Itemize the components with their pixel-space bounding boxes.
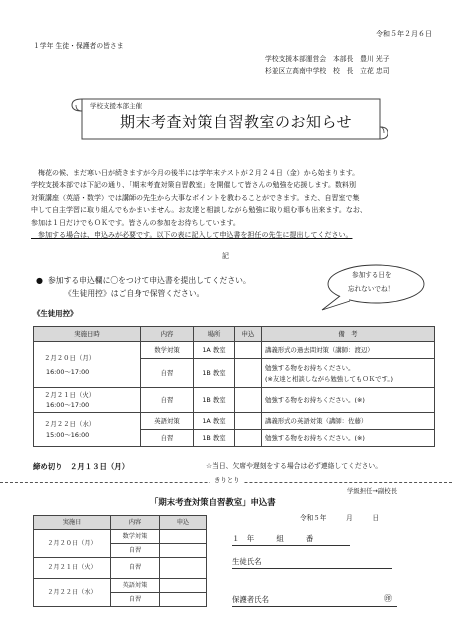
form-title: 「期末考査対策自習教室」申込書	[150, 497, 276, 507]
day-date: ２月２０日（月）	[44, 353, 96, 362]
deadline: 締め切り ２月１３日（月）	[33, 462, 130, 471]
place-cell: 1A 教室	[194, 342, 235, 359]
bullet-icon: ●	[36, 276, 43, 285]
form-signer: 学級担任→副校長	[347, 487, 398, 495]
note-text: 勉強する物をお持ちください。	[265, 363, 355, 372]
note-cell: 勉強する物をお持ちください。(※)	[262, 430, 435, 447]
bullet-line-2: 《生徒用控》はご自身で保管ください。	[64, 289, 205, 298]
note-cell: 講義形式の英語対策（講師：佐藤）	[262, 413, 435, 430]
content-cell: 自習	[141, 430, 194, 447]
table-row	[34, 558, 207, 579]
ki-heading: 記	[222, 252, 229, 260]
banner-title: 期末考査対策自習教室のお知らせ	[120, 113, 353, 131]
apply-content-cell: 自習	[111, 558, 160, 579]
schedule-header-row	[34, 327, 435, 342]
apply-cell[interactable]	[235, 342, 262, 359]
intro-paragraph	[31, 167, 431, 241]
intro-line: 中して自主学習に取り組んでもかまいません。お友達と相談しながら勉強に取り組む事も出来ます。なお、	[31, 206, 367, 215]
apply-date-cell: ２月２１日（火）	[34, 558, 111, 579]
class-number-field[interactable]: １ 年 組 番	[232, 534, 350, 546]
apply-header-row	[34, 516, 207, 530]
table-row	[34, 413, 435, 430]
header-content: 内容	[141, 327, 194, 342]
day-time: 16:00～17:00	[46, 367, 90, 376]
content-cell: 英語対策	[141, 413, 194, 430]
apply-date-cell: ２月２０日（月）	[34, 530, 111, 558]
form-date: 令和５年 月 日	[300, 514, 380, 522]
schedule-table	[33, 326, 435, 447]
document-date: 令和５年２月６日	[376, 30, 432, 38]
apply-content-cell: 自習	[111, 593, 160, 607]
header-note: 備 考	[262, 327, 435, 342]
day-cell	[34, 342, 141, 388]
apply-check-cell[interactable]	[160, 593, 207, 607]
bullet-line-1: 参加する申込欄に〇をつけて申込書を提出してください。	[48, 276, 251, 285]
apply-check-cell[interactable]	[160, 558, 207, 579]
note-cell	[262, 359, 435, 388]
banner-subtitle: 学校支援本部主催	[90, 102, 142, 110]
apply-cell[interactable]	[235, 413, 262, 430]
student-copy-label: 《生徒用控》	[33, 309, 78, 318]
header-place: 場所	[194, 327, 235, 342]
content-cell: 自習	[141, 388, 194, 413]
intro-line: 学校支援本部では下記の通り、「期末考査対策自習教室」を開催して皆さんの勉強を応援します。数料別	[31, 181, 356, 190]
header-apply: 申込	[235, 327, 262, 342]
place-cell: 1B 教室	[194, 388, 235, 413]
day-time: 16:00～17:00	[46, 401, 90, 409]
deadline-note: ☆当日、欠席や遅刻をする場合は必ず連絡してください。	[206, 462, 383, 470]
apply-header-apply: 申込	[160, 516, 207, 530]
sender-line-2: 杉並区立高南中学校 校 長 立花 忠司	[265, 67, 390, 75]
day-date: ２月２１日（火）	[44, 391, 96, 399]
student-name-field[interactable]: 生徒氏名	[232, 557, 392, 569]
place-cell: 1B 教室	[194, 359, 235, 388]
content-cell: 数学対策	[141, 342, 194, 359]
application-table	[33, 515, 207, 607]
apply-check-cell[interactable]	[160, 530, 207, 544]
apply-content-cell: 英語対策	[111, 579, 160, 593]
apply-check-cell[interactable]	[160, 579, 207, 593]
day-cell	[34, 388, 141, 413]
place-cell: 1A 教室	[194, 413, 235, 430]
bubble-line-2: 忘れないでね！	[348, 285, 395, 293]
apply-date-cell: ２月２２日（水）	[34, 579, 111, 607]
apply-check-cell[interactable]	[160, 544, 207, 558]
intro-line: 梅花の候、まだ寒い日が続きますが今月の後半には学年末テストが２月２４日（金）から始まります。	[31, 169, 360, 177]
note-cell: 勉強する物をお持ちください。(※)	[262, 388, 435, 413]
apply-cell[interactable]	[235, 359, 262, 388]
apply-header-content: 内容	[111, 516, 160, 530]
apply-cell[interactable]	[235, 430, 262, 447]
day-cell	[34, 413, 141, 447]
sender-line-1: 学校支援本部運営会 本部長 豊川 光子	[265, 55, 390, 63]
apply-content-cell: 自習	[111, 544, 160, 558]
apply-cell[interactable]	[235, 388, 262, 413]
table-row	[34, 530, 207, 544]
note-cell: 講義形式の過去問対策（講師：渡辺）	[262, 342, 435, 359]
guardian-name-field[interactable]: 保護者氏名	[232, 595, 397, 607]
table-row	[34, 388, 435, 413]
bubble-line-1: 参加する日を	[352, 271, 392, 279]
day-time: 15:00～16:00	[46, 431, 90, 439]
intro-line: 対策講座（英語・数学）では講師の先生から大事なポイントを教わることができます。また、自習室で集	[31, 193, 360, 202]
seal-mark: ㊞	[384, 594, 392, 603]
recipients: １学年 生徒・保護者の皆さま	[33, 42, 124, 50]
table-row	[34, 342, 435, 359]
intro-line: 参加は１日だけでもＯＫです。皆さんの参加をお待ちしています。	[31, 218, 240, 227]
apply-header-date: 実施日	[34, 516, 111, 530]
content-cell: 自習	[141, 359, 194, 388]
cut-line-label: きりとり	[210, 476, 244, 484]
place-cell: 1B 教室	[194, 430, 235, 447]
header-date: 実施日時	[34, 327, 141, 342]
intro-underlined: 参加する場合は、申込みが必要です。以下の表に記入して申込書を担任の先生に提出してください。	[31, 231, 353, 240]
apply-content-cell: 数学対策	[111, 530, 160, 544]
title-banner	[68, 95, 388, 147]
day-date: ２月２２日（水）	[44, 420, 96, 428]
note-text-2: (※友達と相談しながら勉強してもＯＫです。)	[265, 374, 394, 383]
table-row	[34, 579, 207, 593]
